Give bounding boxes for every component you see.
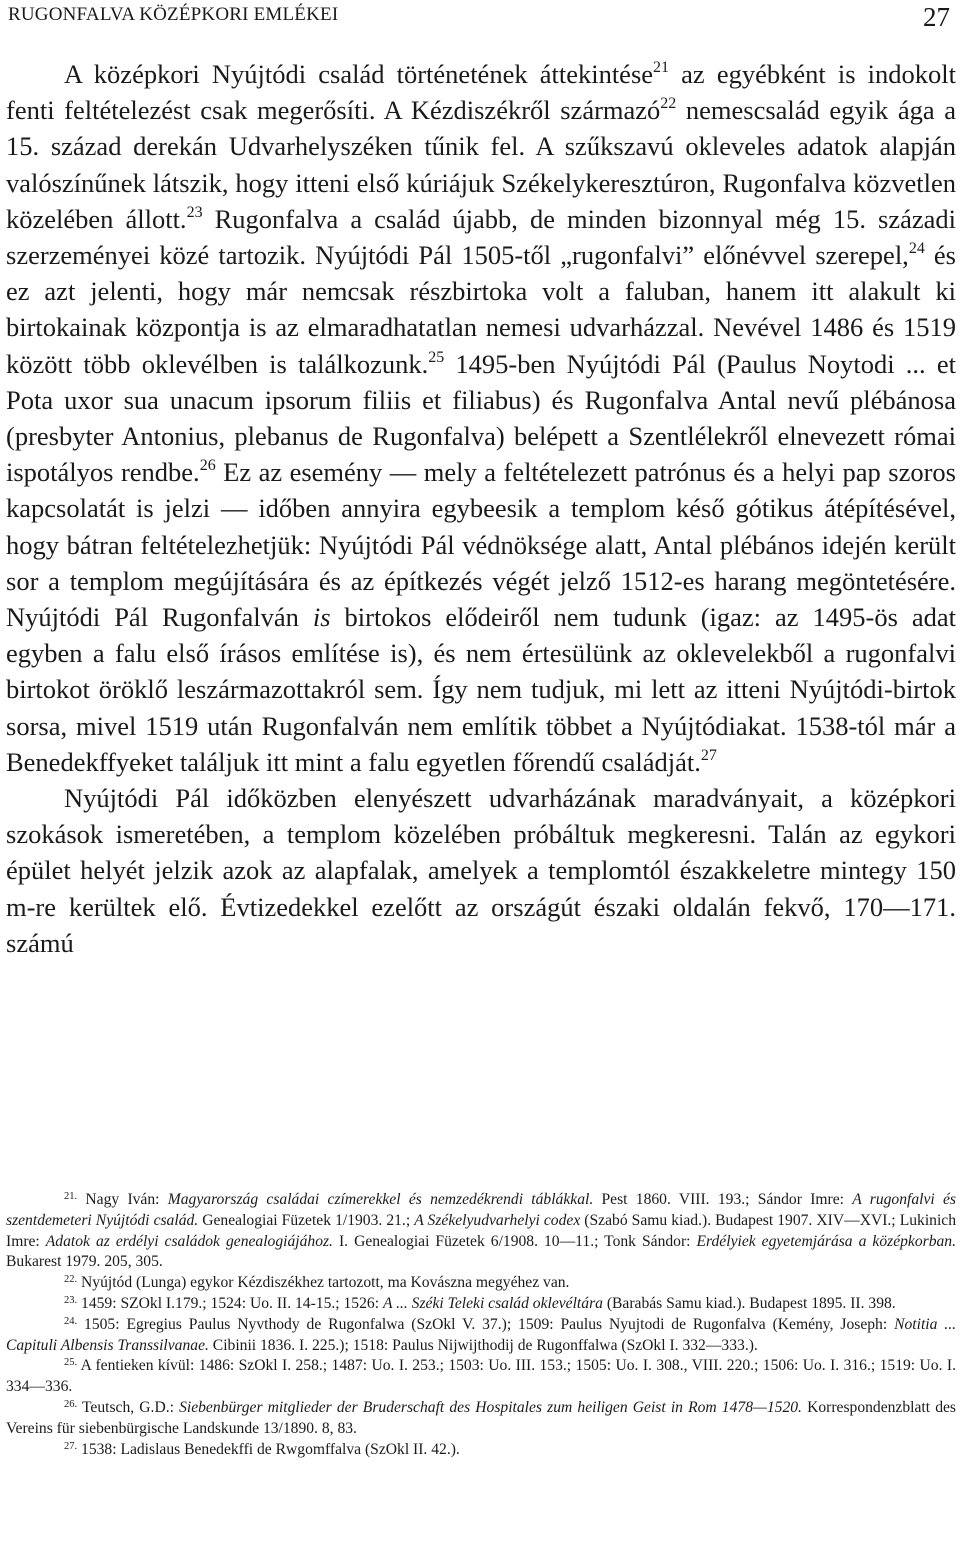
footnote-ref-23: 23	[186, 203, 203, 221]
footnote-23	[6, 1294, 956, 1315]
footnote-22	[6, 1273, 956, 1294]
page-header	[8, 4, 950, 32]
footnote-title: A Székelyudvarhelyi codex	[414, 1211, 581, 1229]
page-number: 27	[923, 2, 950, 32]
footnote-number: 26.	[64, 1398, 78, 1410]
paragraph-1	[6, 56, 956, 780]
footnote-text: Teutsch, G.D.:	[77, 1398, 180, 1416]
footnote-ref-26: 26	[199, 457, 216, 475]
footnote-text: Bukarest 1979. 205, 305.	[6, 1253, 163, 1271]
footnote-number: 27.	[64, 1440, 78, 1452]
footnote-text: A fentieken kívül: 1486: SzOkl I. 258.; 1487: Uo. I. 253.; 1503: Uo. III. 153.; 1505: Uo. I. 308., VIII. 220.; 1506: Uo. I. 316.; 1519: Uo. I. 334—336.	[6, 1357, 956, 1396]
running-head: RUGONFALVA KÖZÉPKORI EMLÉKEI	[8, 4, 339, 25]
footnote-ref-25: 25	[428, 348, 445, 366]
footnote-text: Genealogiai Füzetek 1/1903. 21.;	[198, 1211, 415, 1229]
footnote-text: 1459: SZOkl I.179.; 1524: Uo. II. 14-15.; 1526:	[77, 1294, 383, 1312]
footnote-text: Korrespondenzblatt des Vereins für siebenbürgische Landskunde 13/1890. 8, 83.	[6, 1398, 956, 1437]
italic-word: is	[312, 602, 331, 633]
footnote-ref-21: 21	[653, 59, 670, 76]
footnote-text: Nyújtód (Lunga) egykor Kézdiszékhez tartozott, ma Kovászna megyéhez van.	[77, 1274, 570, 1292]
footnote-text: (Barabás Samu kiad.). Budapest 1895. II. 398.	[602, 1294, 896, 1312]
footnote-25	[6, 1356, 956, 1398]
footnote-number: 24.	[64, 1315, 78, 1327]
footnote-text: Nagy Iván:	[77, 1191, 168, 1208]
footnote-ref-27: 27	[700, 746, 717, 764]
footnote-text: I. Genealogiai Füzetek 6/1908. 10—11.; Tonk Sándor:	[332, 1232, 697, 1250]
text-run: birtokos elődeiről nem tudunk (igaz: az 1495-ös adat egyben a falu első írásos említése is), és nem értesülünk az oklevelekből a rugonfalvi birtokot öröklő leszármazottakról sem. Így nem tudjuk, mi lett az itteni Nyújtódi-birtok sorsa, mivel 1519 után Rugonfalván nem említik többet a Nyújtódiakat. 1538-tól már a Benedekffyeket találjuk itt mint a falu egyetlen főrendű családját.	[6, 602, 956, 777]
footnote-title: Notitia ... Capituli Albensis Transsilvanae.	[6, 1315, 956, 1354]
footnote-number: 22.	[64, 1274, 78, 1286]
footnote-title: A ... Széki Teleki család oklevéltára	[382, 1294, 603, 1312]
footnote-text: Pest 1860. VIII. 193.; Sándor Imre:	[593, 1191, 853, 1208]
footnote-title: Magyarország családai czímerekkel és nemzedékrendi táblákkal.	[167, 1191, 594, 1208]
footnote-27	[6, 1440, 956, 1461]
footnote-ref-22: 22	[660, 95, 677, 113]
footnote-title: Erdélyiek egyetemjárása a középkorban.	[696, 1232, 956, 1250]
footnote-title: A rugonfalvi és szentdemeteri Nyújtódi család.	[6, 1191, 956, 1229]
footnote-number: 25.	[64, 1357, 78, 1369]
text-run: A középkori Nyújtódi család történetének áttekintése	[64, 59, 654, 89]
text-run: nemescsalád egyik ága a 15. század derekán Udvarhelyszéken tűnik fel. A szűkszavú okleveles adatok alapján valószínűnek látszik, hogy itteni első kúriájuk Székelykeresztúron, Rugonfalva közvetlen közelében állott.	[6, 95, 956, 234]
footnote-number: 23.	[64, 1294, 78, 1306]
footnote-text: 1505: Egregius Paulus Nyvthody de Rugonfalwa (SzOkl V. 37.); 1509: Paulus Nyujtodi de Rugonfalva (Kemény, Joseph:	[77, 1315, 895, 1333]
footnote-26	[6, 1398, 956, 1440]
text-run: Rugonfalva a család újabb, de minden bizonnyal még 15. századi szerzeményei közé tartozik. Nyújtódi Pál 1505-től „rugonfalvi” előnévvel szerepel,	[6, 203, 956, 271]
footnote-text: Cibinii 1836. I. 225.); 1518: Paulus Nijwijthodij de Rugonffalwa (SzOkl I. 332—333.).	[208, 1336, 758, 1354]
paragraph-2: Nyújtódi Pál időközben elenyészett udvarházának maradványait, a középkori szokások ismeretében, a templom közelében próbáltuk megkeresni. Talán az egykori épület helyét jelzik azok az alapfalak, amelyek a templomtól északkeletre mintegy 150 m-re kerültek elő. Évtizedekkel ezelőtt az országút északi oldalán fekvő, 170—171. számú	[6, 783, 956, 958]
footnote-number: 21.	[64, 1191, 78, 1202]
footnote-ref-24: 24	[908, 240, 925, 258]
text-run: 1495-ben Nyújtódi Pál (Paulus Noytodi ... et Pota uxor sua unacum ipsorum filiis et filiabus) és Rugonfalva Antal nevű plébánosa (presbyter Antonius, plebanus de Rugonfalva) belépett a Szentlélekről elnevezett római ispotályos rendbe.	[6, 348, 956, 488]
footnotes	[6, 1190, 956, 1460]
footnote-21	[6, 1190, 956, 1273]
footnote-text: (Szabó Samu kiad.). Budapest 1907. XIV—XVI.; Lukinich Imre:	[6, 1211, 957, 1250]
footnote-title: Siebenbürger mitglieder der Bruderschaft des Hospitales zum heiligen Geist in Rom 1478—1520.	[179, 1398, 802, 1416]
text-run: az egyébként is indokolt fenti feltételezést csak megerősíti. A Kézdiszékről származó	[6, 59, 957, 126]
footnote-text: 1538: Ladislaus Benedekffi de Rwgomffalva (SzOkl II. 42.).	[77, 1440, 460, 1458]
main-text	[6, 56, 956, 961]
footnote-title: Adatok az erdélyi családok genealogiájához.	[45, 1232, 333, 1250]
text-run: Ez az esemény — mely a feltételezett patrónus és a helyi pap szoros kapcsolatát is jelzi — időben annyira egybeesik a templom késő gótikus átépítésével, hogy bátran feltételezhetjük: Nyújtódi Pál védnöksége alatt, Antal plébános idején került sor a templom megújítására és az építkezés végét jelző 1512-es harang megöntetésére. Nyújtódi Pál Rugonfalván	[6, 457, 956, 633]
text-run: és ez azt jelenti, hogy már nemcsak részbirtoka volt a faluban, hanem itt alakult ki birtokainak központja is az elmaradhatatlan nemesi udvarházzal. Nevével 1486 és 1519 között több oklevélben is találkozunk.	[6, 240, 956, 379]
footnote-24	[6, 1315, 956, 1357]
